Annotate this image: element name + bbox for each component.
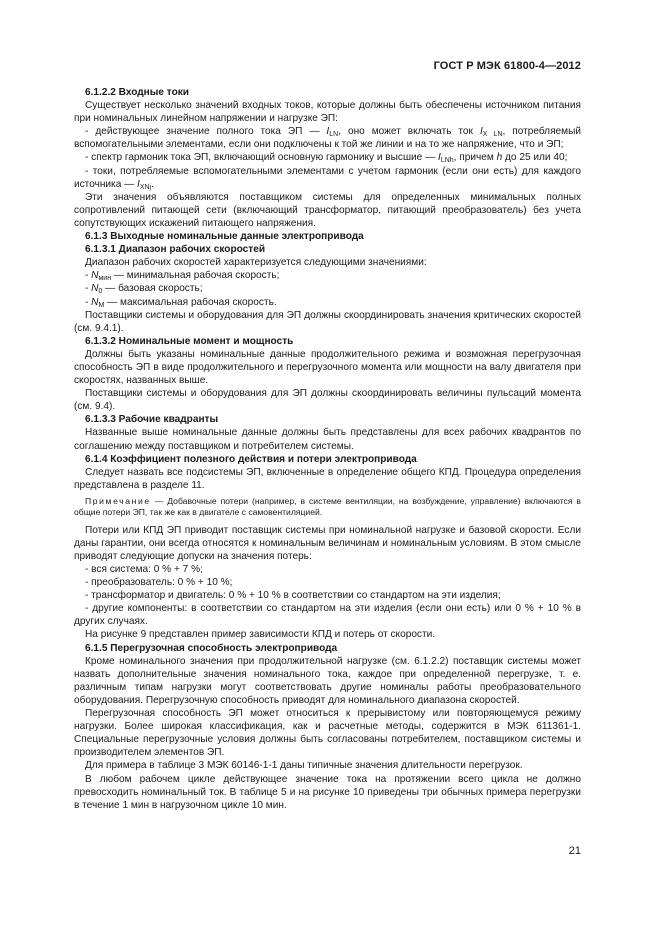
note-additional-losses: Примечание — Добавочные потери (например, в системе вентиляции, на возбуждение, управление) включаются в общие потери ЭП, так же как в двигателе с самовентиляцией.	[74, 495, 581, 518]
list-item-auxiliary-currents: - токи, потребляемые вспомогательными элементами с учетом гармоник (если они есть) для каждого источника — $I_{XNj}$.	[74, 165, 581, 191]
list-item-base-speed: - $N_0$ — базовая скорость;	[85, 283, 203, 296]
paragraph-rated-torque-power: Должны быть указаны номинальные данные продолжительного режима и возможная перегрузочная способность ЭП в виде продолжительного и перегрузочного момента или мощности на валу двигателя при скоростях, названных выше.	[74, 348, 581, 387]
section-heading-6-1-3: 6.1.3 Выходные номинальные данные электропривода	[85, 231, 364, 243]
section-heading-6-1-5: 6.1.5 Перегрузочная способность электропривода	[85, 642, 338, 654]
paragraph-loss-tolerances: Потери или КПД ЭП приводит поставщик системы при номинальной нагрузке и базовой скорости. Если даны гарантии, они всегда относятся к номинальным величинам и номинальным условиям. В этом смысле приводят следующие допуски на значения потерь:	[74, 524, 581, 562]
section-heading-6-1-2-2: 6.1.2.2 Входные токи	[85, 87, 189, 98]
paragraph-input-currents-intro: Существует несколько значений входных токов, которые должны быть обеспечены источником питания при номинальных линейном напряжении и нагрузке ЭП:	[74, 100, 581, 125]
list-item-max-speed: - $N_M$ — максимальная рабочая скорость.	[85, 296, 277, 309]
paragraph-overload-rated-values: Кроме номинального значения при продолжительной нагрузке (см. 6.1.2.2) поставщик системы может назвать дополнительные значения номинального тока, каждое при определенной перегрузке, т. е. различным типам нагрузки могут соответствовать другие номиналы работы преобразовательного оборудования. Перегрузочную способность приводят для номинального диапазона скоростей.	[74, 655, 581, 706]
section-heading-6-1-3-2: 6.1.3.2 Номинальные момент и мощность	[85, 335, 294, 347]
paragraph-input-currents-tail: Эти значения объявляются поставщиком системы для определенных минимальных полных сопротивлений питающей сети (включающий трансформатор, питающий преобразователь) без учета сопутствующих искажений питающего напряжения.	[74, 191, 581, 229]
list-item-total-current: - действующее значение полного тока ЭП — $I_{LN}$, оно может включать ток $I_{X LN}$, потребляемый вспомогательными элементами, если они подключены к той же линии и на то же напряжение, что и ЭП;	[74, 126, 581, 151]
list-item-min-speed: - $N_{мин}$ — минимальная рабочая скорость;	[85, 270, 280, 283]
paragraph-operating-quadrants: Названные выше номинальные данные должны быть представлены для всех рабочих квадрантов по соглашению между поставщиком и потребителем системы.	[74, 427, 581, 452]
paragraph-overload-duty: Перегрузочная способность ЭП может относиться к прерывистому или повторяющемуся режиму нагрузки. Более широкая классификация, как и расчетные методы, содержится в МЭК 611361-1. Специальные перегрузочные условия должны быть согласованы потребителем, поставщиком системы и производителем элементов ЭП.	[74, 708, 581, 759]
page-content	[74, 86, 581, 812]
section-heading-6-1-3-1: 6.1.3.1 Диапазон рабочих скоростей	[85, 244, 266, 256]
paragraph-overload-table-reference: Для примера в таблице 3 МЭК 60146-1-1 даны типичные значения длительности перегрузок.	[85, 760, 523, 772]
list-item-converter: - преобразователь: 0 % + 10 %;	[85, 577, 233, 589]
list-item-whole-system: - вся система: 0 % + 7 %;	[85, 564, 203, 575]
paragraph-torque-ripple: Поставщики системы и оборудования для ЭП должны скоординировать величины пульсаций момента (см. 9.4).	[74, 388, 581, 413]
paragraph-efficiency-subsystems: Следует назвать все подсистемы ЭП, включенные в определение общего КПД. Процедура определения представлена в разделе 11.	[74, 466, 581, 491]
list-item-harmonic-spectrum: - спектр гармоник тока ЭП, включающий основную гармонику и высшие — $I_{LNh}$, причем h до 25 или 40;	[85, 152, 568, 165]
list-item-other-components: - другие компоненты: в соответствии со стандартом на эти изделия (если они есть) или 0 % + 10 % в других случаях.	[74, 603, 581, 628]
page-number: 21	[568, 845, 581, 857]
paragraph-overload-cycle: В любом рабочем цикле действующее значение тока на протяжении всего цикла не должно превосходить номинальный ток. В таблице 5 и на рисунке 10 приведены три обычных примера перегрузки в течение 1 мин в нагрузочном цикле 10 мин.	[74, 773, 581, 811]
section-heading-6-1-3-3: 6.1.3.3 Рабочие квадранты	[85, 414, 219, 426]
section-heading-6-1-4: 6.1.4 Коэффициент полезного действия и потери электропривода	[85, 453, 417, 465]
list-item-transformer-motor: - трансформатор и двигатель: 0 % + 10 % в соответствии со стандартом на эти изделия;	[85, 590, 501, 602]
paragraph-speed-range-intro: Диапазон рабочих скоростей характеризуется следующими значениями:	[85, 257, 427, 269]
document-header: ГОСТ Р МЭК 61800-4—2012	[433, 60, 581, 72]
paragraph-critical-speeds: Поставщики системы и оборудования для ЭП должны скоординировать значения критических скоростей (см. 9.4.1).	[74, 309, 581, 334]
paragraph-figure-9-reference: На рисунке 9 представлен пример зависимости КПД и потерь от скорости.	[85, 629, 436, 641]
